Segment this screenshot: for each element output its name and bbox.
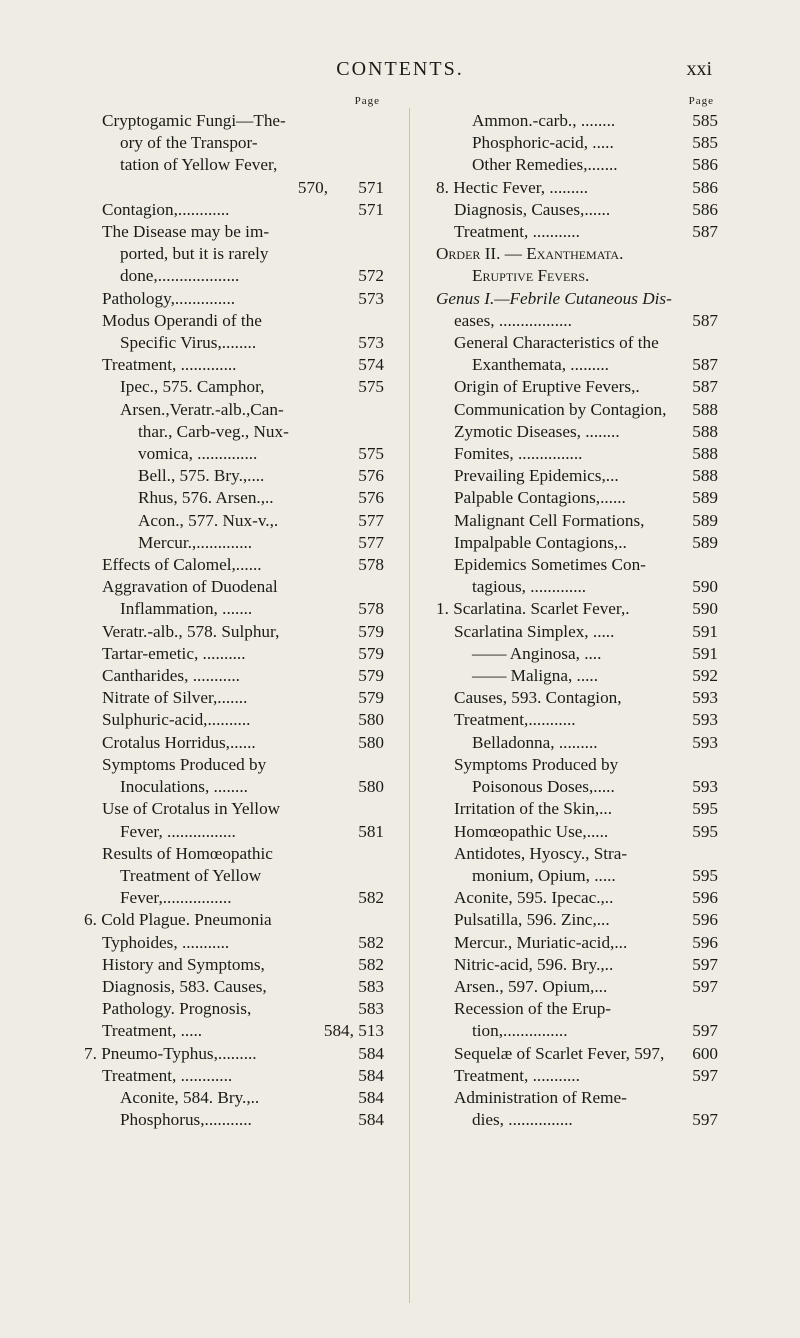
toc-entry-line xyxy=(472,665,718,687)
toc-entry-line xyxy=(454,199,718,221)
toc-entry-text: Sequelæ of Scarlet Fever, 597, xyxy=(454,1043,665,1063)
toc-entry-line xyxy=(454,332,718,354)
toc-entry-line xyxy=(138,421,384,443)
toc-entry-text: Fever,................ xyxy=(120,888,232,908)
toc-page-number: 587 xyxy=(692,355,718,375)
toc-entry-text: Crotalus Horridus,...... xyxy=(102,732,256,752)
toc-page-number: 578 xyxy=(358,599,384,619)
toc-entry-text: Effects of Calomel,...... xyxy=(102,555,262,575)
toc-entry-line xyxy=(102,288,384,310)
toc-entry-text: Tartar-emetic, .......... xyxy=(102,643,246,663)
toc-entry-text: Genus I.—Febrile Cutaneous Dis- xyxy=(436,288,672,308)
toc-entry-text: Pathology,.............. xyxy=(102,288,236,308)
toc-entry-text: Fever, ................ xyxy=(120,821,236,841)
toc-page-number: 587 xyxy=(692,222,718,242)
toc-entry-line xyxy=(120,265,384,287)
toc-page-number: 571 xyxy=(358,177,384,197)
toc-entry-line xyxy=(454,843,718,865)
toc-entry-line xyxy=(472,1020,718,1042)
toc-entry-line xyxy=(120,598,384,620)
toc-page-number: 596 xyxy=(692,932,718,952)
toc-page-number: 589 xyxy=(692,510,718,530)
toc-entry-line xyxy=(120,332,384,354)
toc-page-number: 576 xyxy=(358,466,384,486)
toc-page-number: 593 xyxy=(692,710,718,730)
toc-page-number: 575 xyxy=(358,444,384,464)
toc-entry-text: ory of the Transpor- xyxy=(120,133,258,153)
toc-entry-text: Treatment, ..... xyxy=(102,1021,203,1041)
toc-page-number: 580 xyxy=(358,710,384,730)
toc-entry-line xyxy=(138,465,384,487)
toc-page-number: 584 xyxy=(358,1065,384,1085)
toc-entry-line xyxy=(102,110,384,132)
toc-entry-line xyxy=(454,1043,718,1065)
toc-page-number: 584 xyxy=(358,1043,384,1063)
toc-entry-line xyxy=(138,487,384,509)
toc-entry-text: Homœopathic Use,..... xyxy=(454,821,609,841)
toc-page-number: 576 xyxy=(358,488,384,508)
toc-entry-line xyxy=(472,732,718,754)
toc-entry-line xyxy=(454,310,718,332)
toc-entry-line xyxy=(84,1043,384,1065)
toc-entry-text: Impalpable Contagions,.. xyxy=(454,532,627,552)
toc-page-number: 586 xyxy=(692,155,718,175)
toc-entry-line xyxy=(120,154,384,176)
toc-entry-line xyxy=(102,687,384,709)
toc-entry-line xyxy=(454,376,718,398)
toc-page-number: 581 xyxy=(358,821,384,841)
toc-entry-line xyxy=(472,154,718,176)
toc-entry-text: Epidemics Sometimes Con- xyxy=(454,555,646,575)
toc-entry-line xyxy=(120,376,384,398)
toc-page-number: 583 xyxy=(358,976,384,996)
toc-page-number: 582 xyxy=(358,954,384,974)
toc-entry-line xyxy=(102,932,384,954)
toc-entry-text: dies, ............... xyxy=(472,1110,573,1130)
toc-entry-text: Treatment of Yellow xyxy=(120,865,262,885)
toc-entry-text: tation of Yellow Fever, xyxy=(120,155,278,175)
toc-entry-text: 8. Hectic Fever, ......... xyxy=(436,177,589,197)
toc-page-number: 596 xyxy=(692,888,718,908)
toc-entry-text: Mercur.,............. xyxy=(138,532,253,552)
toc-entry-text: Nitrate of Silver,....... xyxy=(102,688,248,708)
toc-page-number: 587 xyxy=(692,377,718,397)
toc-entry-text: Phosphorus,........... xyxy=(120,1110,252,1130)
toc-entry-text: Contagion,............ xyxy=(102,199,230,219)
toc-entry-line xyxy=(120,1087,384,1109)
toc-page-number: 571 xyxy=(358,199,384,219)
toc-entry-text: Aconite, 595. Ipecac.,.. xyxy=(454,888,614,908)
toc-entry-text: Mercur., Muriatic-acid,... xyxy=(454,932,628,952)
toc-entry-line xyxy=(454,399,718,421)
toc-entry-text: Diagnosis, 583. Causes, xyxy=(102,976,267,996)
toc-entry-line xyxy=(472,110,718,132)
toc-entry-text: Symptoms Produced by xyxy=(102,754,267,774)
toc-page-number: 579 xyxy=(358,621,384,641)
toc-page-number: 579 xyxy=(358,643,384,663)
toc-entry-line xyxy=(472,354,718,376)
toc-entry-line xyxy=(454,821,718,843)
toc-entry-text: —— Anginosa, .... xyxy=(472,643,602,663)
toc-entry-text: Treatment, ............. xyxy=(102,355,237,375)
toc-entry-line xyxy=(138,510,384,532)
toc-page-number: 593 xyxy=(692,732,718,752)
toc-entry-text: Results of Homœopathic xyxy=(102,843,273,863)
toc-entry-text: Inflammation, ....... xyxy=(120,599,253,619)
toc-entry-line xyxy=(102,1020,384,1042)
toc-entry-line xyxy=(436,177,718,199)
toc-entry-line xyxy=(454,221,718,243)
toc-entry-line xyxy=(472,265,718,287)
toc-entry-text: Other Remedies,....... xyxy=(472,155,618,175)
toc-entry-text: Nitric-acid, 596. Bry.,.. xyxy=(454,954,614,974)
toc-entry-line xyxy=(472,1109,718,1131)
toc-entry-line xyxy=(454,621,718,643)
toc-page-number: 597 xyxy=(692,954,718,974)
toc-entry-text: thar., Carb-veg., Nux- xyxy=(138,421,289,441)
toc-page-number: 584 xyxy=(358,1087,384,1107)
toc-entry-line xyxy=(454,998,718,1020)
toc-entry-text: Treatment, ............ xyxy=(102,1065,233,1085)
toc-entry-text: Phosphoric-acid, ..... xyxy=(472,133,614,153)
right-entry-list xyxy=(436,110,718,1131)
toc-page-number: 585 xyxy=(692,111,718,130)
page-column-label: Page xyxy=(688,95,714,107)
toc-page-number: 572 xyxy=(358,266,384,286)
toc-entry-line xyxy=(138,532,384,554)
toc-entry-line xyxy=(102,621,384,643)
running-head-title: CONTENTS. xyxy=(336,58,464,80)
toc-entry-text: Pulsatilla, 596. Zinc,... xyxy=(454,910,610,930)
toc-entry-line xyxy=(472,576,718,598)
column-divider xyxy=(409,108,410,1303)
toc-entry-text: Ammon.-carb., ........ xyxy=(472,111,616,130)
toc-entry-text: Pathology. Prognosis, xyxy=(102,999,252,1019)
toc-entry-text: Antidotes, Hyoscy., Stra- xyxy=(454,843,628,863)
toc-entry-line xyxy=(454,932,718,954)
toc-entry-line xyxy=(120,821,384,843)
toc-entry-line xyxy=(102,976,384,998)
toc-entry-line xyxy=(120,132,384,154)
toc-page-number: 588 xyxy=(692,421,718,441)
toc-entry-text: 1. Scarlatina. Scarlet Fever,. xyxy=(436,599,630,619)
page-number: xxi xyxy=(686,58,712,80)
toc-page-number: 578 xyxy=(358,555,384,575)
toc-entry-line xyxy=(454,510,718,532)
toc-page-number: 590 xyxy=(692,577,718,597)
toc-entry-line xyxy=(472,865,718,887)
page-column-label: Page xyxy=(354,95,380,107)
toc-entry-line xyxy=(120,887,384,909)
toc-entry-text: —— Maligna, ..... xyxy=(472,666,599,686)
toc-page-number: 577 xyxy=(358,510,384,530)
toc-entry-text: tion,............... xyxy=(472,1021,568,1041)
toc-entry-line xyxy=(102,554,384,576)
toc-entry-text: Cryptogamic Fungi—The- xyxy=(102,111,286,130)
toc-entry-text: ported, but it is rarely xyxy=(120,244,269,264)
toc-entry-text: Sulphuric-acid,.......... xyxy=(102,710,251,730)
toc-entry-text: Specific Virus,........ xyxy=(120,333,257,353)
toc-entry-text: Arsen., 597. Opium,... xyxy=(454,976,608,996)
toc-entry-line xyxy=(102,709,384,731)
toc-entry-line xyxy=(84,909,384,931)
toc-page-number: 591 xyxy=(692,643,718,663)
toc-page-number: 580 xyxy=(358,732,384,752)
toc-page-number: 582 xyxy=(358,932,384,952)
toc-entry-text: Use of Crotalus in Yellow xyxy=(102,799,281,819)
toc-page-number: 589 xyxy=(692,488,718,508)
toc-entry-text: History and Symptoms, xyxy=(102,954,265,974)
toc-entry-line xyxy=(120,243,384,265)
toc-page-number: 580 xyxy=(358,777,384,797)
toc-entry-text: General Characteristics of the xyxy=(454,333,659,353)
toc-entry-text: Origin of Eruptive Fevers,. xyxy=(454,377,640,397)
toc-entry-line xyxy=(454,421,718,443)
toc-page-number: 588 xyxy=(692,399,718,419)
toc-page-number: 586 xyxy=(692,199,718,219)
toc-entry-line xyxy=(454,754,718,776)
toc-entry-text: Bell., 575. Bry.,.... xyxy=(138,466,265,486)
toc-entry-text: Acon., 577. Nux-v.,. xyxy=(138,510,279,530)
toc-entry-text: Aggravation of Duodenal xyxy=(102,577,278,597)
toc-page-number: 573 xyxy=(358,288,384,308)
toc-entry-text: Symptoms Produced by xyxy=(454,754,619,774)
toc-entry-text: Administration of Reme- xyxy=(454,1087,627,1107)
toc-page-number: 588 xyxy=(692,444,718,464)
left-column xyxy=(84,92,384,1131)
toc-page-number: 600 xyxy=(692,1043,718,1063)
toc-entry-line xyxy=(454,887,718,909)
toc-page-number: 595 xyxy=(692,865,718,885)
toc-page-number: 579 xyxy=(358,688,384,708)
toc-entry-text: monium, Opium, ..... xyxy=(472,865,616,885)
toc-entry-line xyxy=(436,243,718,265)
toc-page-number: 584 xyxy=(358,1110,384,1130)
toc-entry-text: Veratr.-alb., 578. Sulphur, xyxy=(102,621,280,641)
toc-entry-line xyxy=(102,643,384,665)
toc-page-number: 579 xyxy=(358,666,384,686)
toc-entry-line xyxy=(102,199,384,221)
toc-entry-line xyxy=(120,399,384,421)
toc-page-number: 575 xyxy=(358,377,384,397)
toc-page-number: 574 xyxy=(358,355,384,375)
toc-entry-text: Aconite, 584. Bry.,.. xyxy=(120,1087,260,1107)
toc-entry-line xyxy=(102,998,384,1020)
toc-page-number: 587 xyxy=(692,310,718,330)
toc-entry-text: Cantharides, ........... xyxy=(102,666,240,686)
toc-entry-text: Eruptive Fevers. xyxy=(472,266,590,286)
toc-entry-line xyxy=(102,843,384,865)
toc-entry-line xyxy=(454,709,718,731)
toc-entry-text: Recession of the Erup- xyxy=(454,999,612,1019)
toc-page-number: 585 xyxy=(692,133,718,153)
toc-entry-line xyxy=(454,976,718,998)
toc-page-number: 586 xyxy=(692,177,718,197)
toc-entry-line xyxy=(454,532,718,554)
toc-entry-text: Inoculations, ........ xyxy=(120,777,248,797)
toc-entry-text: Belladonna, ......... xyxy=(472,732,598,752)
toc-entry-text: Palpable Contagions,...... xyxy=(454,488,626,508)
toc-entry-line xyxy=(454,954,718,976)
toc-entry-text: Typhoides, ........... xyxy=(102,932,230,952)
toc-entry-line xyxy=(102,221,384,243)
toc-entry-line xyxy=(454,1065,718,1087)
toc-entry-text: Modus Operandi of the xyxy=(102,310,262,330)
toc-page-number: 596 xyxy=(692,910,718,930)
running-head xyxy=(0,58,800,88)
toc-entry-line xyxy=(454,554,718,576)
right-column xyxy=(436,92,718,1131)
toc-entry-text: 7. Pneumo-Typhus,......... xyxy=(84,1043,257,1063)
toc-entry-text: Prevailing Epidemics,... xyxy=(454,466,619,486)
toc-page-number: 597 xyxy=(692,1110,718,1130)
toc-entry-line xyxy=(102,732,384,754)
toc-entry-text: Causes, 593. Contagion, xyxy=(454,688,622,708)
toc-entry-line xyxy=(454,443,718,465)
toc-entry-text: Malignant Cell Formations, xyxy=(454,510,645,530)
toc-page-number: 589 xyxy=(692,532,718,552)
toc-entry-line xyxy=(120,865,384,887)
toc-entry-text: The Disease may be im- xyxy=(102,222,270,242)
toc-entry-line xyxy=(120,1109,384,1131)
toc-page-number: 583 xyxy=(358,999,384,1019)
toc-entry-line xyxy=(454,1087,718,1109)
toc-page-number: 593 xyxy=(692,688,718,708)
toc-entry-line xyxy=(454,798,718,820)
toc-entry-text: Treatment, ........... xyxy=(454,222,580,242)
toc-entry-text: 570, xyxy=(297,177,328,197)
toc-entry-text: Poisonous Doses,..... xyxy=(472,777,615,797)
toc-entry-text: Treatment, ........... xyxy=(454,1065,580,1085)
toc-entry-line xyxy=(454,909,718,931)
toc-page-number: 588 xyxy=(692,466,718,486)
toc-page-number: 582 xyxy=(358,888,384,908)
toc-entry-line xyxy=(472,643,718,665)
toc-entry-line xyxy=(454,465,718,487)
toc-page-number: 591 xyxy=(692,621,718,641)
toc-entry-line xyxy=(436,598,718,620)
toc-entry-text: Ipec., 575. Camphor, xyxy=(120,377,265,397)
toc-page-number: 590 xyxy=(692,599,718,619)
toc-entry-line xyxy=(454,687,718,709)
toc-entry-line xyxy=(102,576,384,598)
toc-page-number: 597 xyxy=(692,1021,718,1041)
toc-entry-line xyxy=(120,776,384,798)
toc-entry-line xyxy=(102,798,384,820)
toc-entry-line xyxy=(102,354,384,376)
toc-entry-line xyxy=(102,1065,384,1087)
toc-page-number: 597 xyxy=(692,976,718,996)
toc-entry-line xyxy=(84,177,384,199)
toc-entry-text: done,................... xyxy=(120,266,240,286)
toc-entry-text: Zymotic Diseases, ........ xyxy=(454,421,620,441)
toc-page-number: 592 xyxy=(692,666,718,686)
toc-entry-line xyxy=(454,487,718,509)
toc-entry-line xyxy=(102,954,384,976)
toc-entry-text: Fomites, ............... xyxy=(454,444,583,464)
toc-page-number: 584, 513 xyxy=(323,1021,384,1041)
toc-entry-text: Order II. — Exanthemata. xyxy=(436,244,624,264)
toc-entry-line xyxy=(102,665,384,687)
toc-entry-text: eases, ................. xyxy=(454,310,572,330)
toc-page-number: 597 xyxy=(692,1065,718,1085)
toc-entry-line xyxy=(472,132,718,154)
toc-entry-text: Irritation of the Skin,... xyxy=(454,799,613,819)
toc-entry-line xyxy=(436,288,718,310)
toc-entry-line xyxy=(138,443,384,465)
toc-page-number: 595 xyxy=(692,799,718,819)
toc-entry-line xyxy=(472,776,718,798)
toc-entry-line xyxy=(102,310,384,332)
toc-entry-text: tagious, ............. xyxy=(472,577,587,597)
toc-entry-text: vomica, .............. xyxy=(138,444,258,464)
toc-entry-text: Arsen.,Veratr.-alb.,Can- xyxy=(120,399,284,419)
toc-entry-text: 6. Cold Plague. Pneumonia xyxy=(84,910,272,930)
toc-entry-text: Treatment,........... xyxy=(454,710,576,730)
toc-page-number: 577 xyxy=(358,532,384,552)
left-entry-list xyxy=(84,110,384,1131)
toc-entry-line xyxy=(102,754,384,776)
toc-entry-text: Scarlatina Simplex, ..... xyxy=(454,621,615,641)
toc-entry-text: Diagnosis, Causes,...... xyxy=(454,199,611,219)
toc-entry-text: Rhus, 576. Arsen.,.. xyxy=(138,488,274,508)
toc-page-number: 595 xyxy=(692,821,718,841)
toc-page-number: 593 xyxy=(692,777,718,797)
toc-page-number: 573 xyxy=(358,333,384,353)
toc-entry-text: Exanthemata, ......... xyxy=(472,355,609,375)
toc-entry-text: Communication by Contagion, xyxy=(454,399,667,419)
